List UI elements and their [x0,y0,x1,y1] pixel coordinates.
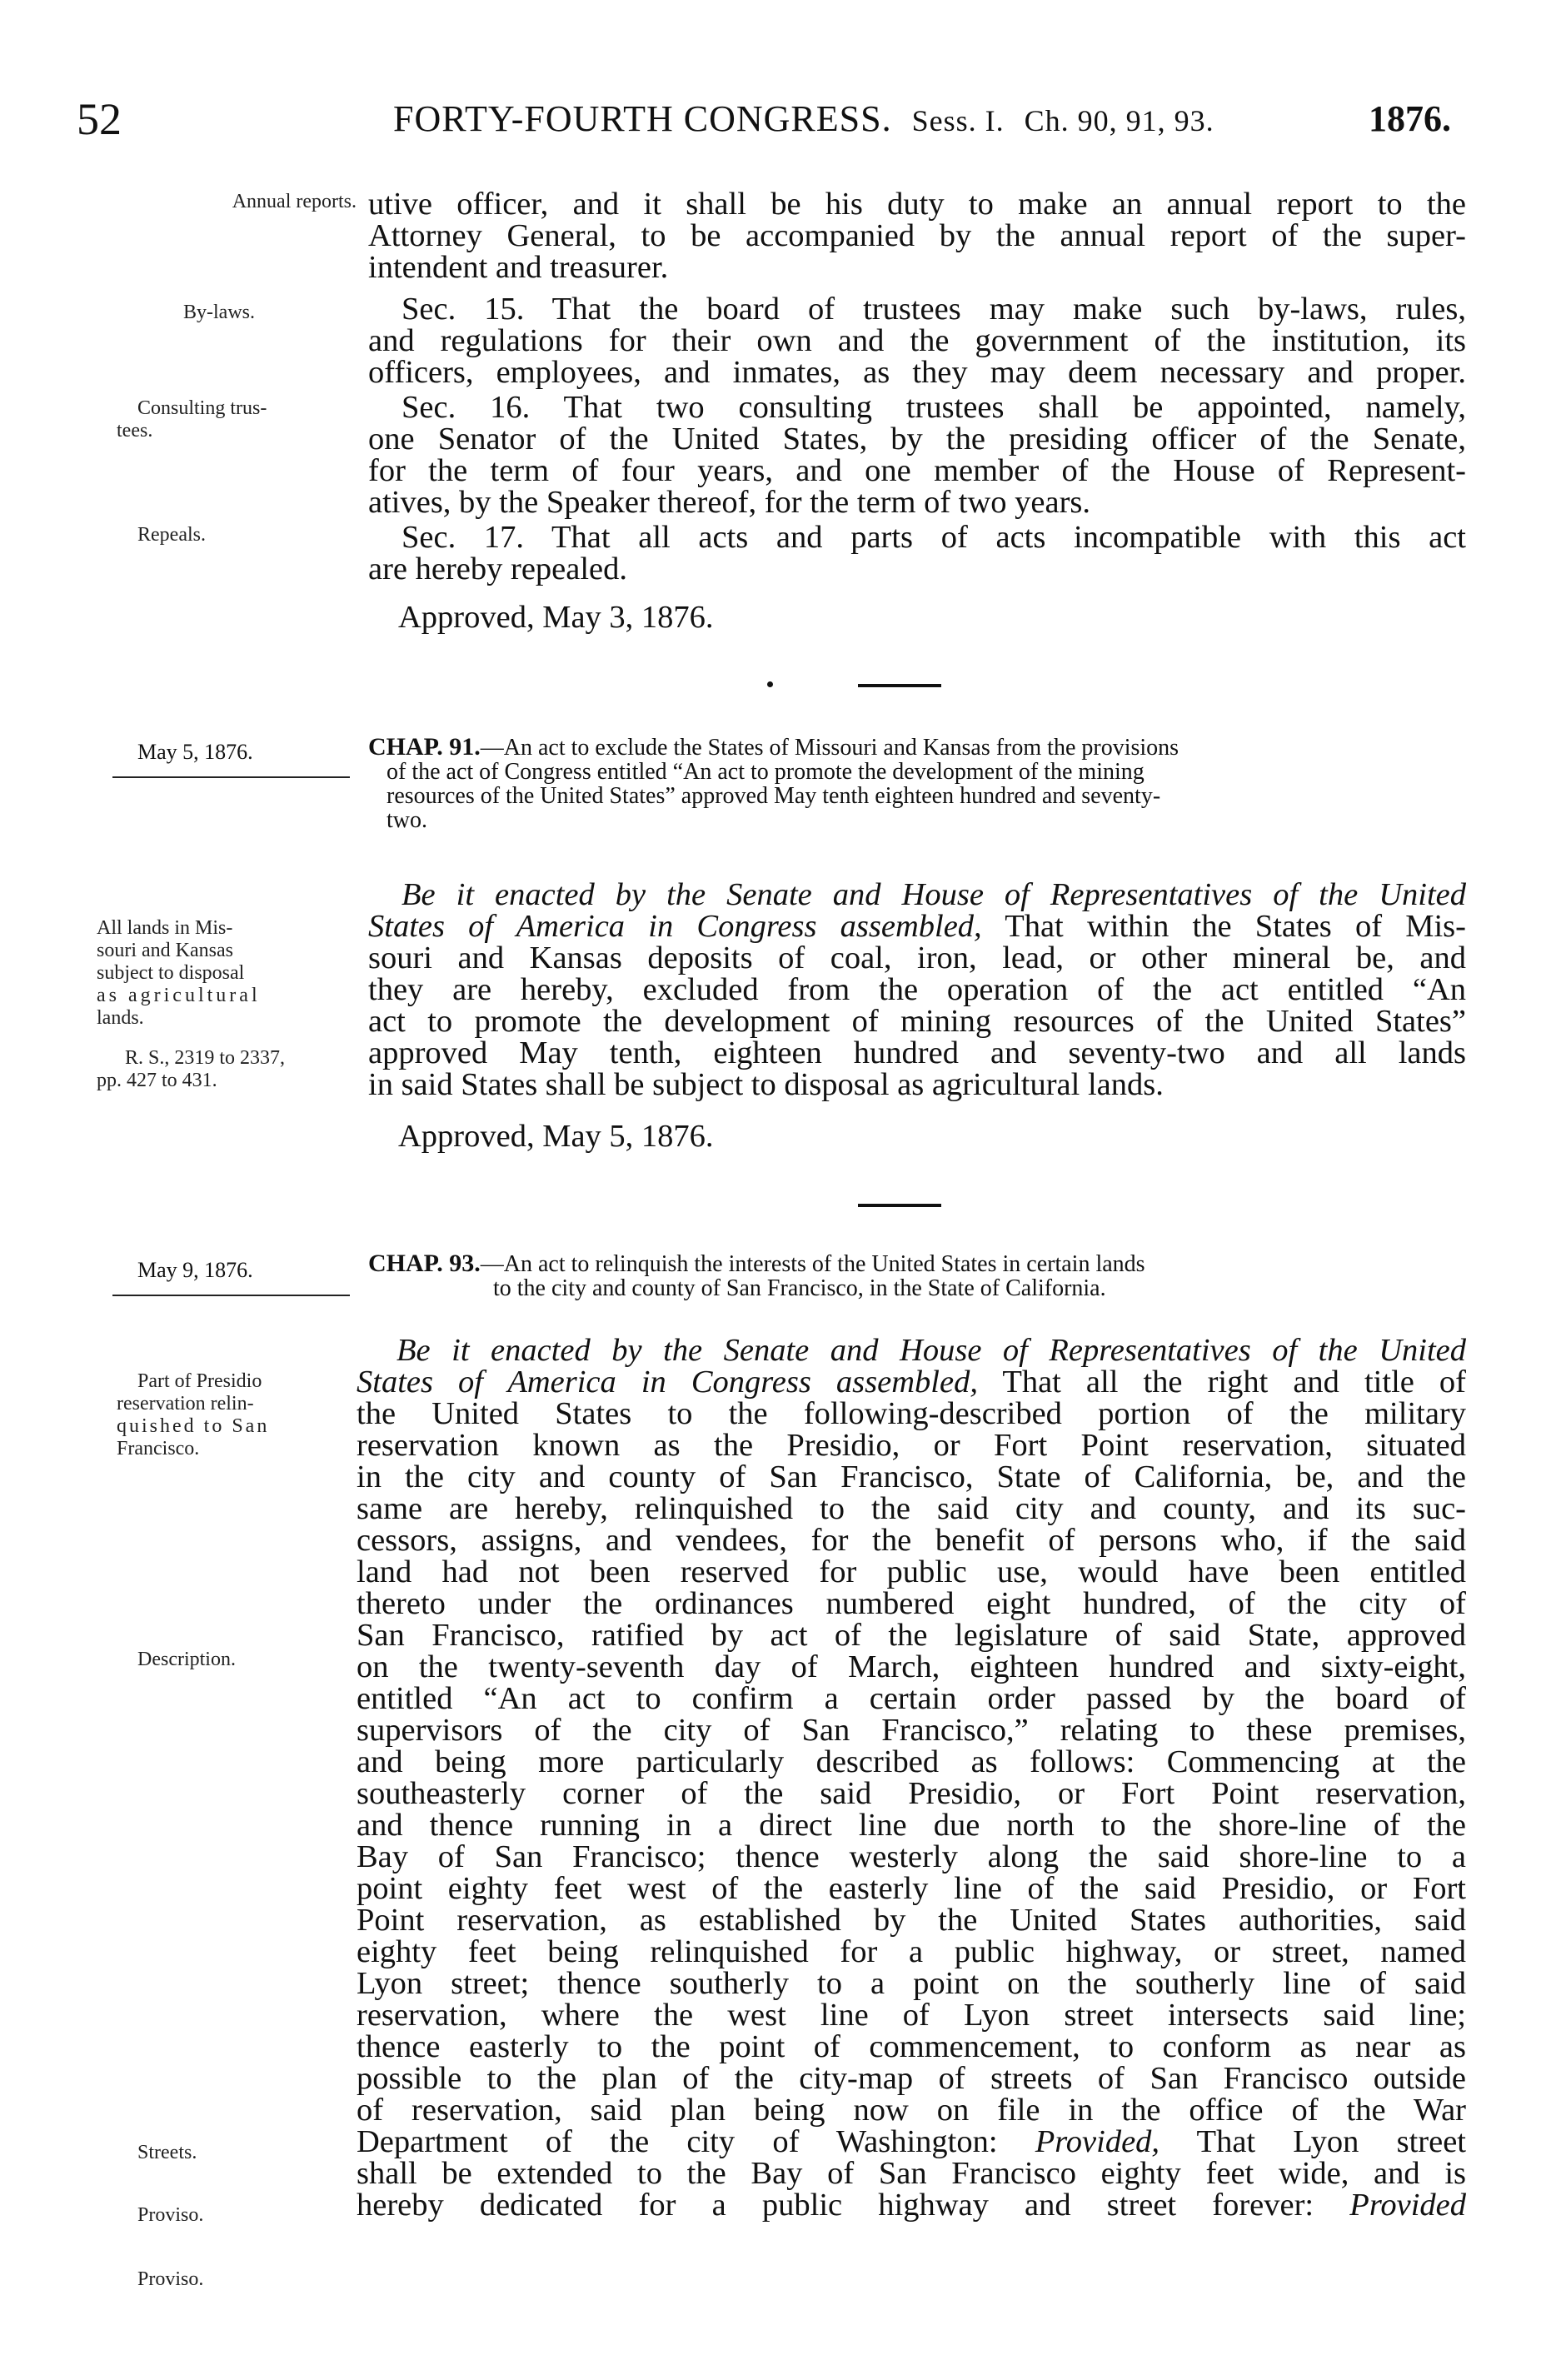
ch91-title-line [368,760,1468,784]
ch91-title-line-text: resources of the United States” approved May tenth eighteen hundred and seventy- [387,783,1161,809]
margin-note-lands-2: souri and Kansas [97,940,233,961]
text-line: atives, by the Speaker thereof, for the term of two years. [368,485,1091,520]
text-line: land had not been reserved for public use, would have been entitled [357,1554,1466,1589]
text-line: southeasterly corner of the said Presidio, or Fort Point reservation, [357,1776,1466,1811]
margin-note-presidio-4: Francisco. [117,1438,200,1459]
text-line: on the twenty-seventh day of March, eighteen hundred and sixty-eight, [357,1649,1466,1684]
text-line: point eighty feet west of the easterly line of the said Presidio, or Fort [357,1871,1466,1906]
text-line: for the term of four years, and one member of the House of Represent- [368,453,1466,488]
text-line: intendent and treasurer. [368,250,669,285]
text-line: and thence running in a direct line due north to the shore-line of the [357,1808,1466,1843]
text-line: they are hereby, excluded from the operation of the act entitled “An [368,972,1466,1007]
text-line: Lyon street; thence southerly to a point on the southerly line of said [357,1966,1466,2001]
ch93-title-line-text: to the city and county of San Francisco, in the State of California. [493,1275,1106,1301]
text-line: supervisors of the city of San Francisco,” relating to these premises, [357,1713,1466,1748]
text-line: and being more particularly described as follows: Commencing at the [357,1744,1466,1779]
margin-note-description: Description. [137,1649,236,1670]
text-line: utive officer, and it shall be his duty to make an annual report to the [368,187,1466,222]
page-number: 52 [77,94,122,144]
section-separator-2 [858,1204,941,1207]
margin-note-rs-1: R. S., 2319 to 2337, [125,1047,286,1069]
ch93-title-line: —An act to relinquish the interests of the United States in certain lands [480,1251,1145,1277]
ch93-title [368,1251,1468,1300]
section-separator-1 [858,684,941,687]
text-line: are hereby repealed. [368,551,627,586]
enacting-clause [368,879,1466,911]
ch91-body [368,879,1466,1100]
margin-note-lands-3: subject to disposal [97,962,245,984]
header-session: Sess. I. [911,104,1005,137]
text-line: Sec. 16. That two consulting trustees shall be appointed, namely, [401,390,1466,425]
margin-note-annual-reports: Annual reports. [232,191,357,212]
text-line: same are hereby, relinquished to the said city and county, and its suc- [357,1491,1466,1526]
text-line: in said States shall be subject to disposal as agricultural lands. [368,1067,1164,1102]
enacting-clause-2 [368,911,1466,942]
text-line-dedicated [357,2189,1466,2221]
dept-pre: Department of the city of Washington: [357,2124,1035,2159]
enacting-italic: States of America in Congress assembled, [368,909,982,944]
ch91-title-line [368,784,1468,808]
margin-note-repeals: Repeals. [137,524,206,546]
ch91-title-line: —An act to exclude the States of Missouri and Kansas from the provisions [480,735,1179,761]
text-line: Point reservation, as established by the United States authorities, said [357,1903,1466,1938]
text-line: one Senator of the United States, by the presiding officer of the Senate, [368,422,1466,457]
dept-post: That Lyon street [1160,2124,1466,2159]
ch91-title-line-text: of the act of Congress entitled “An act to promote the development of the mining [387,759,1145,785]
margin-note-presidio-2: reservation relin- [117,1393,254,1415]
text-line: reservation, where the west line of Lyon street intersects said line; [357,1998,1466,2033]
text-line: act to promote the development of mining resources of the United States” [368,1004,1466,1039]
ch91-title [368,735,1468,832]
text-line-department [357,2126,1466,2158]
text-line: Bay of San Francisco; thence westerly along the said shore-line to a [357,1839,1466,1874]
ch91-date-note: May 5, 1876. [137,740,253,764]
dedicated-pre: hereby dedicated for a public highway and street forever: [357,2188,1350,2223]
text-line: San Francisco, ratified by act of the legislature of said State, approved [357,1618,1466,1653]
ch93-title-line [368,1276,1468,1300]
margin-note-presidio-3: quished to San [117,1415,270,1437]
sec14-continuation [368,188,1466,283]
enacting-italic: Be it enacted by the Senate and House of Representatives of the United [401,877,1466,912]
header-congress: FORTY-FOURTH CONGRESS. [393,98,892,139]
enacting-clause [357,1335,1466,1366]
enacting-italic: States of America in Congress assembled, [357,1365,978,1400]
enacting-italic: Be it enacted by the Senate and House of Representatives of the United [396,1333,1466,1368]
section-15 [368,293,1466,388]
header-year: 1876. [1369,98,1451,139]
text-line: approved May tenth, eighteen hundred and seventy-two and all lands [368,1035,1466,1070]
margin-note-lands-4: as agricultural [97,985,261,1006]
enacting-rest: That all the right and title of [977,1365,1466,1400]
margin-note-presidio-1: Part of Presidio [137,1370,262,1392]
ch91-date-rule [112,776,350,778]
ch91-title-line-text: two. [387,807,427,833]
text-line: thence easterly to the point of commencement, to conform as near as [357,2029,1466,2064]
margin-note-consulting-2: tees. [117,420,153,442]
provided-italic: Provided, [1035,2124,1160,2159]
enacting-clause-2 [357,1366,1466,1398]
text-line: souri and Kansas deposits of coal, iron, lead, or other mineral be, and [368,941,1466,975]
margin-note-bylaws: By-laws. [183,302,255,323]
ch93-date-note: May 9, 1876. [137,1258,253,1282]
text-line: Attorney General, to be accompanied by the annual report of the super- [368,218,1466,253]
text-line: the United States to the following-described portion of the military [357,1396,1466,1431]
text-line: Sec. 17. That all acts and parts of acts incompatible with this act [401,520,1466,555]
text-line: of reservation, said plan being now on file in the office of the War [357,2093,1466,2128]
margin-note-rs-2: pp. 427 to 431. [97,1070,217,1091]
enacting-rest: That within the States of Mis- [981,909,1466,944]
text-line: Sec. 15. That the board of trustees may make such by-laws, rules, [401,292,1466,327]
margin-note-proviso-2: Proviso. [137,2268,204,2290]
header-chapters: Ch. 90, 91, 93. [1024,104,1214,137]
approved-ch91: Approved, May 5, 1876. [398,1119,714,1154]
text-line: officers, employees, and inmates, as they may deem necessary and proper. [368,355,1466,390]
text-line: eighty feet being relinquished for a public highway, or street, named [357,1934,1466,1969]
margin-note-proviso-1: Proviso. [137,2204,204,2226]
text-line: shall be extended to the Bay of San Francisco eighty feet wide, and is [357,2156,1466,2191]
text-line: thereto under the ordinances numbered eight hundred, of the city of [357,1586,1466,1621]
text-line: reservation known as the Presidio, or Fort Point reservation, situated [357,1428,1466,1463]
text-line: possible to the plan of the city-map of streets of San Francisco outside [357,2061,1466,2096]
section-17 [368,521,1466,585]
margin-note-consulting-1: Consulting trus- [137,397,267,419]
ch93-date-rule [112,1295,350,1296]
ch91-title-line [368,808,1468,832]
text-line: and regulations for their own and the government of the institution, its [368,323,1466,358]
provided-italic: Provided [1349,2188,1466,2223]
ch93-label: CHAP. 93. [368,1250,481,1277]
text-line: entitled “An act to confirm a certain order passed by the board of [357,1681,1466,1716]
margin-note-lands-5: lands. [97,1007,144,1029]
header-title [393,90,1214,150]
section-16 [368,392,1466,518]
ch91-label: CHAP. 91. [368,733,481,761]
approved-ch90: Approved, May 3, 1876. [398,600,714,635]
text-line: cessors, assigns, and vendees, for the benefit of persons who, if the said [357,1523,1466,1558]
margin-note-lands-1: All lands in Mis- [97,917,233,939]
margin-note-streets: Streets. [137,2142,197,2163]
running-header [77,90,1451,148]
text-line: in the city and county of San Francisco, State of California, be, and the [357,1459,1466,1494]
ch93-body [357,1335,1466,2221]
separator-dot [767,681,773,687]
